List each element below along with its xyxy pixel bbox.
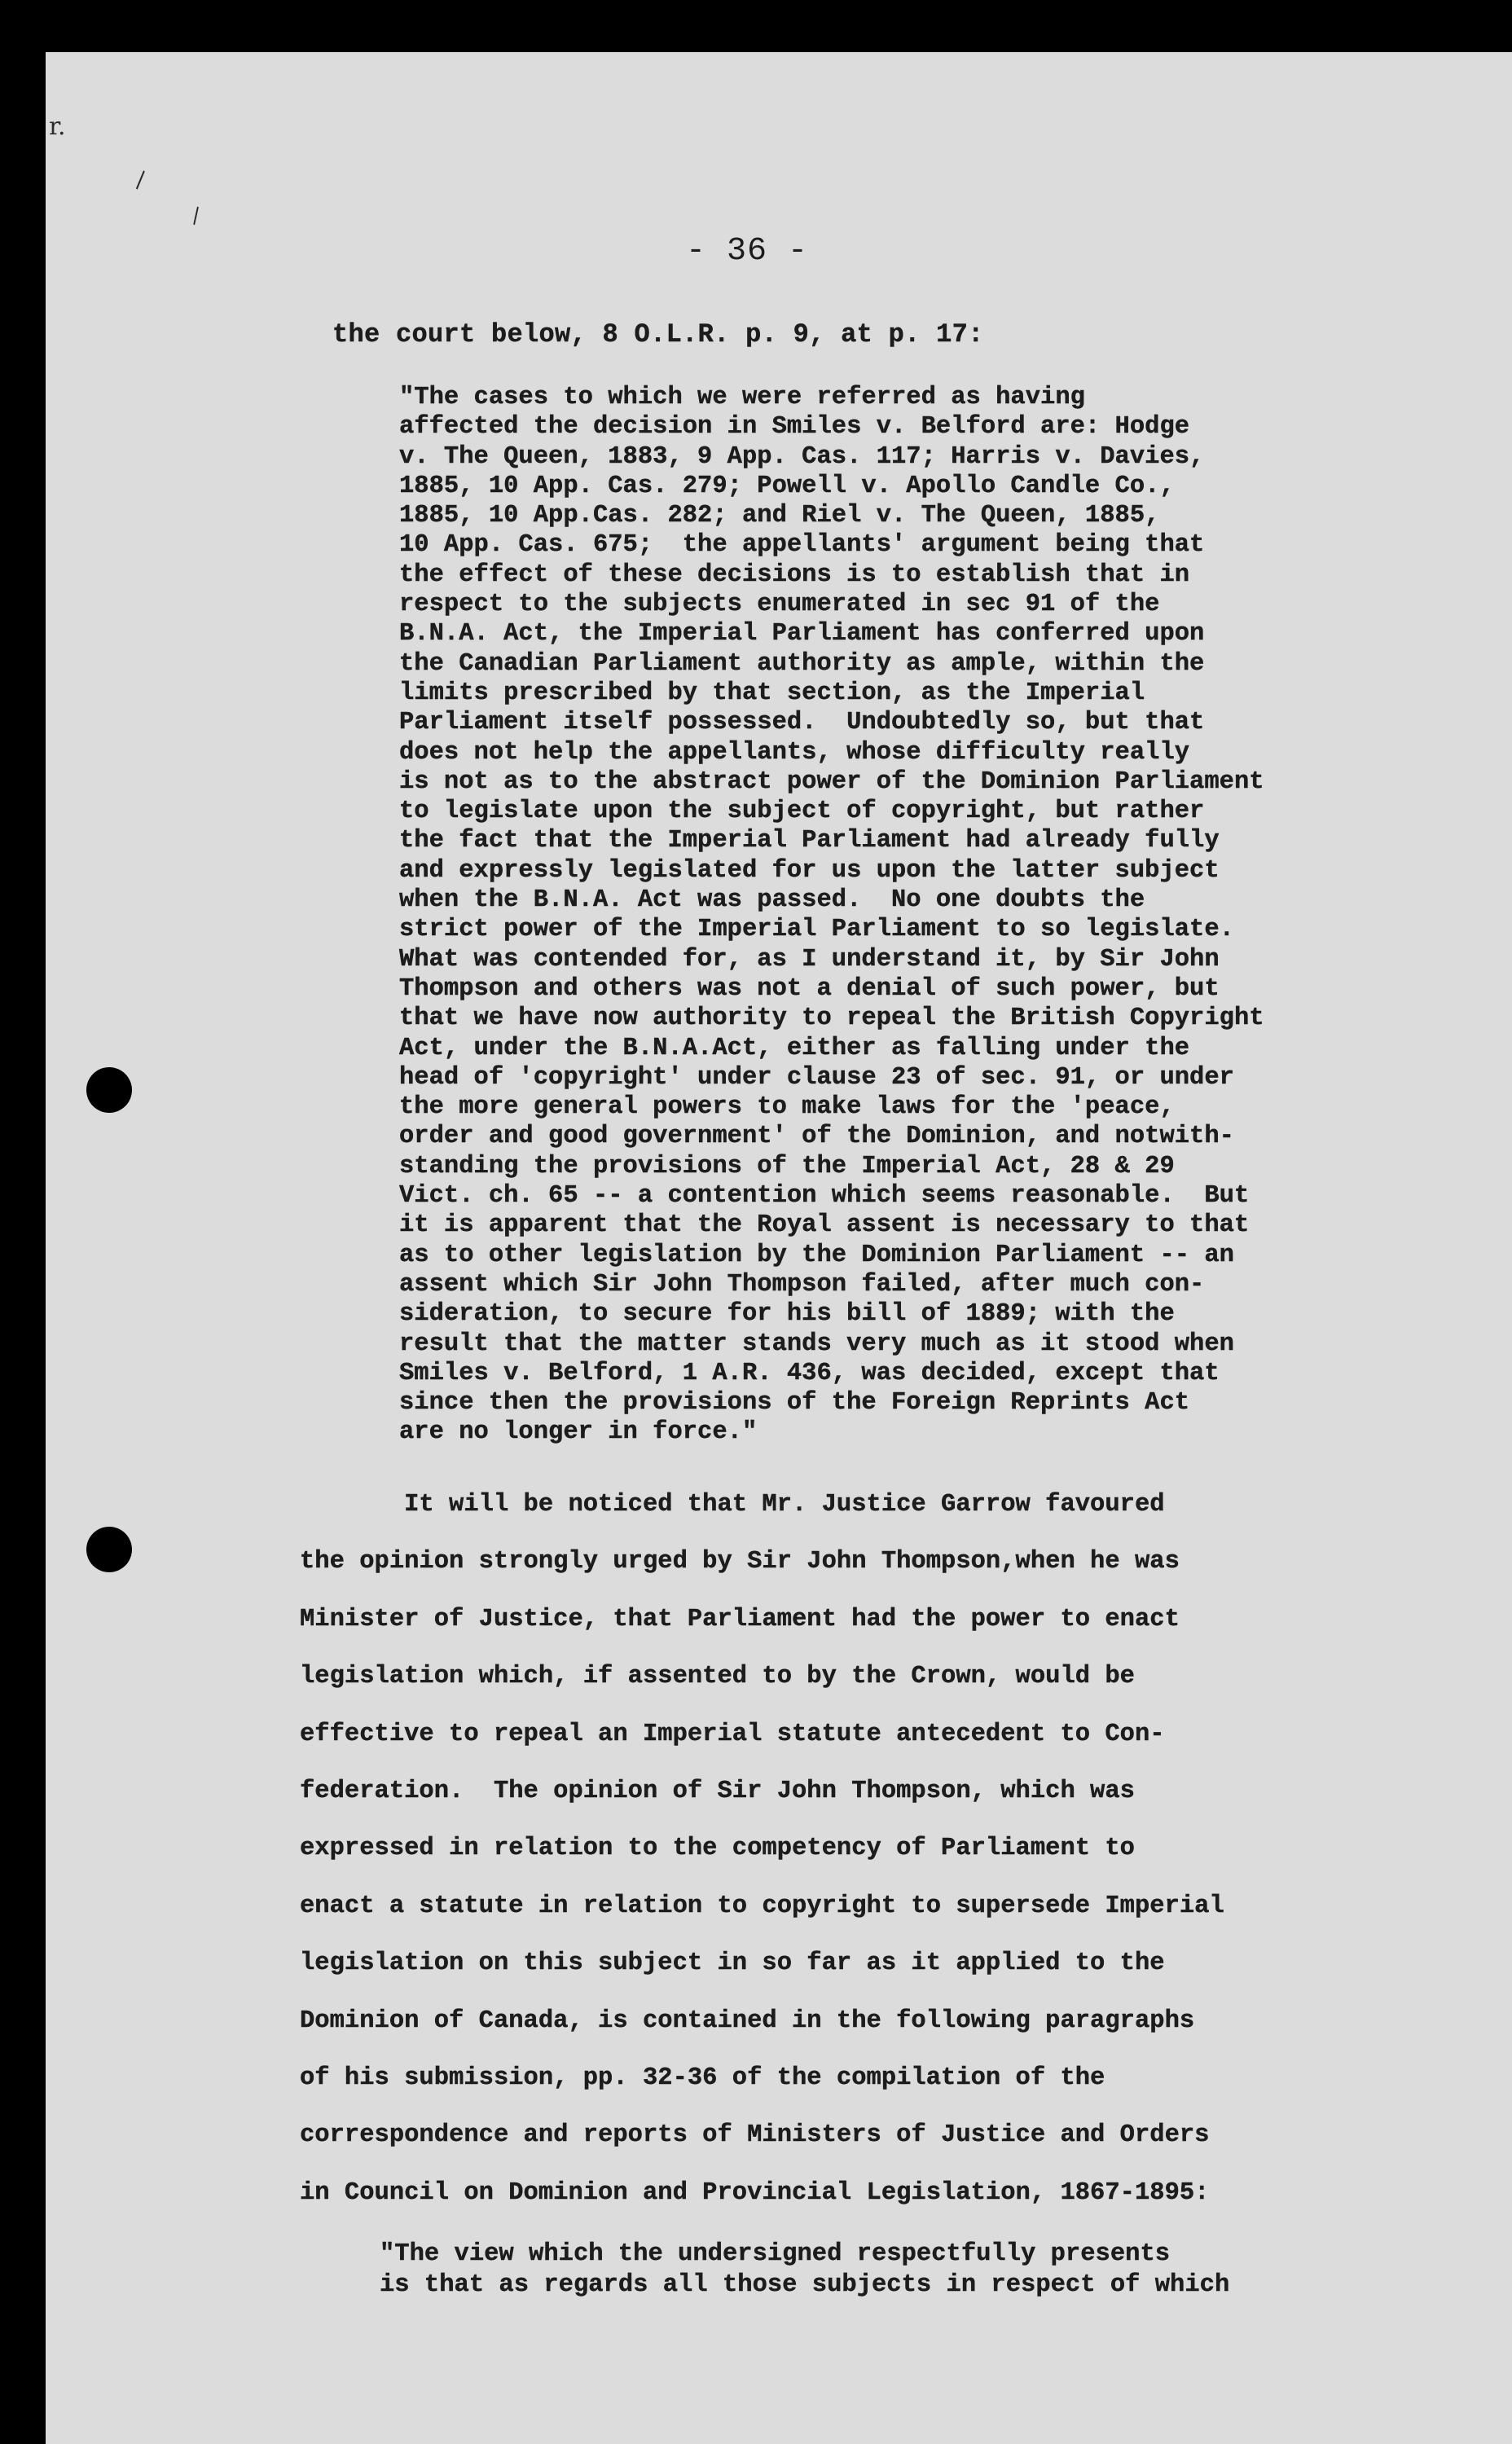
body-line: effective to repeal an Imperial statute antecedent to Con- xyxy=(300,1720,1165,1748)
quote-line: as to other legislation by the Dominion Parliament -- an xyxy=(399,1241,1234,1269)
quote-line: since then the provisions of the Foreign Reprints Act xyxy=(399,1389,1190,1418)
quote-line: 10 App. Cas. 675; the appellants' argument being that xyxy=(399,531,1205,560)
margin-mark: r. xyxy=(49,112,66,141)
quote-line: that we have now authority to repeal the British Copyright xyxy=(399,1004,1264,1033)
quote-line: respect to the subjects enumerated in sec 91 of the xyxy=(399,591,1160,619)
quote-line: result that the matter stands very much as it stood when xyxy=(399,1330,1234,1358)
body-line: legislation which, if assented to by the Crown, would be xyxy=(300,1663,1135,1691)
quote-line: the fact that the Imperial Parliament had already fully xyxy=(399,827,1220,855)
quote-line: does not help the appellants, whose difficulty really xyxy=(399,738,1190,767)
quote-line: Act, under the B.N.A.Act, either as falling under the xyxy=(399,1034,1190,1062)
quote-line: v. The Queen, 1883, 9 App. Cas. 117; Harris v. Davies, xyxy=(399,442,1205,471)
quote-line: order and good government' of the Dominion, and notwith- xyxy=(399,1123,1234,1151)
quote-line: 1885, 10 App.Cas. 282; and Riel v. The Queen, 1885, xyxy=(399,502,1160,530)
quote-line: are no longer in force." xyxy=(399,1418,758,1447)
block-quote xyxy=(399,383,1450,1448)
punch-hole xyxy=(86,1527,132,1572)
body-paragraph xyxy=(300,1476,1465,2222)
quote-line: standing the provisions of the Imperial Act, 28 & 29 xyxy=(399,1152,1175,1180)
quote-line: assent which Sir John Thompson failed, after much con- xyxy=(399,1270,1205,1299)
margin-mark: \ xyxy=(129,166,152,193)
quote-line: strict power of the Imperial Parliament to so legislate. xyxy=(399,916,1234,944)
body-line: Dominion of Canada, is contained in the following paragraphs xyxy=(300,2007,1195,2035)
punch-hole xyxy=(86,1067,132,1113)
quote-line: the more general powers to make laws for the 'peace, xyxy=(399,1093,1175,1122)
body-line: enact a statute in relation to copyright to supersede Imperial xyxy=(300,1892,1224,1920)
body-line: It will be noticed that Mr. Justice Garrow favoured xyxy=(300,1491,1165,1519)
quote-line: Thompson and others was not a denial of such power, but xyxy=(399,974,1220,1003)
body-line: federation. The opinion of Sir John Thompson, which was xyxy=(300,1777,1135,1805)
body-line: the opinion strongly urged by Sir John Thompson,when he was xyxy=(300,1548,1180,1576)
closing-line: "The view which the undersigned respectfully presents xyxy=(380,2240,1171,2268)
quote-line: the effect of these decisions is to establish that in xyxy=(399,560,1190,589)
closing-quote xyxy=(380,2239,1455,2301)
body-line: of his submission, pp. 32-36 of the compilation of the xyxy=(300,2064,1105,2092)
quote-line: affected the decision in Smiles v. Belford are: Hodge xyxy=(399,413,1190,442)
margin-mark: \ xyxy=(187,203,205,229)
quote-line: sideration, to secure for his bill of 1889; with the xyxy=(399,1300,1175,1329)
quote-line: head of 'copyright' under clause 23 of sec. 91, or under xyxy=(399,1063,1234,1092)
quote-line: when the B.N.A. Act was passed. No one doubts the xyxy=(399,886,1145,915)
quote-line: limits prescribed by that section, as the Imperial xyxy=(399,679,1145,707)
intro-line: the court below, 8 O.L.R. p. 9, at p. 17: xyxy=(332,319,984,349)
quote-line: Vict. ch. 65 -- a contention which seems reasonable. But xyxy=(399,1182,1250,1211)
body-line: legislation on this subject in so far as it applied to the xyxy=(300,1949,1165,1978)
quote-line: "The cases to which we were referred as having xyxy=(399,384,1085,411)
body-line: expressed in relation to the competency of Parliament to xyxy=(300,1835,1135,1863)
page-number: - 36 - xyxy=(686,233,809,270)
quote-line: 1885, 10 App. Cas. 279; Powell v. Apollo Candle Co., xyxy=(399,472,1175,500)
quote-line: What was contended for, as I understand it, by Sir John xyxy=(399,945,1220,974)
quote-line: B.N.A. Act, the Imperial Parliament has conferred upon xyxy=(399,620,1205,648)
body-line: Minister of Justice, that Parliament had the power to enact xyxy=(300,1605,1180,1633)
quote-line: the Canadian Parliament authority as ample, within the xyxy=(399,649,1205,678)
quote-line: is not as to the abstract power of the Dominion Parliament xyxy=(399,767,1264,796)
quote-line: it is apparent that the Royal assent is necessary to that xyxy=(399,1211,1250,1240)
quote-line: Smiles v. Belford, 1 A.R. 436, was decided, except that xyxy=(399,1359,1220,1387)
body-line: correspondence and reports of Ministers of Justice and Orders xyxy=(300,2121,1210,2150)
closing-line: is that as regards all those subjects in respect of which xyxy=(380,2271,1230,2299)
quote-line: and expressly legislated for us upon the latter subject xyxy=(399,856,1220,885)
quote-line: Parliament itself possessed. Undoubtedly so, but that xyxy=(399,709,1205,737)
body-line: in Council on Dominion and Provincial Legislation, 1867-1895: xyxy=(300,2178,1210,2207)
quote-line: to legislate upon the subject of copyright, but rather xyxy=(399,798,1205,826)
